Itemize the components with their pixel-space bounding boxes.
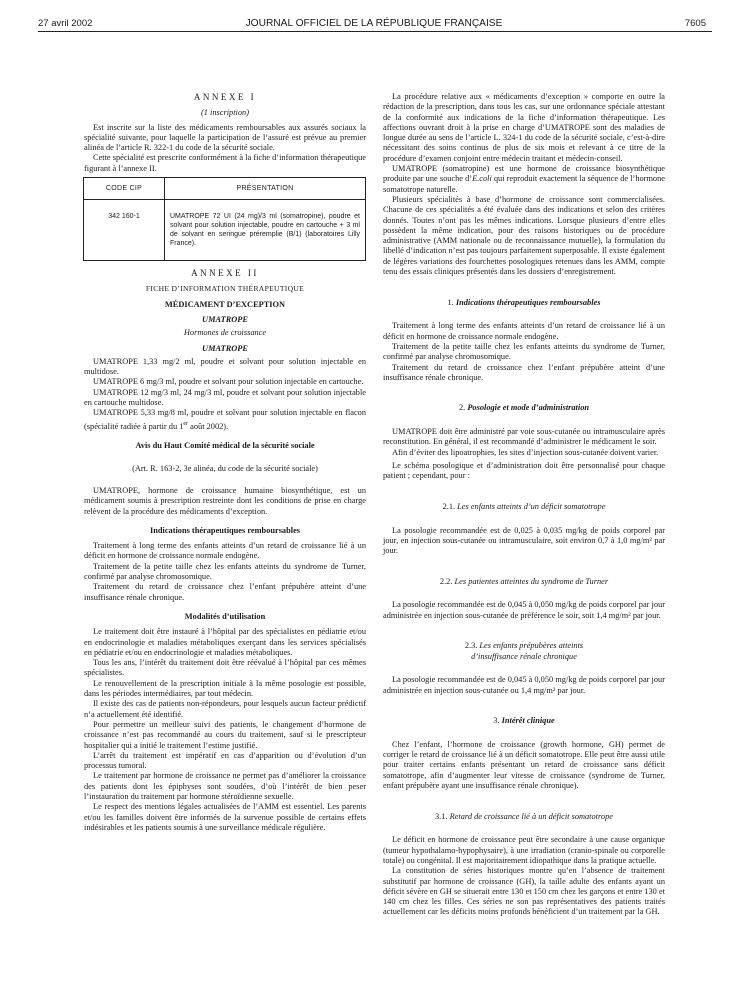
indications-title: Indications thérapeutiques remboursables [149,525,301,535]
table-cell-presentation: UMATROPE 72 UI (24 mg)/3 ml (somatropine), poudre et solvant pour solution injectable, poudre en cartouche + 3 ml de solvant en seringue préremplie (B/1) (laboratoires Lilly France). [165,200,366,261]
indication-item: Traitement de la petite taille chez les enfants atteints du syndrome de Turner, confirmé par analyse chromosomique. [84,561,366,582]
indication-item: Traitement à long terme des enfants atteints d’un retard de croissance lié à un déficit en hormone de croissance normale endogène. [84,541,366,561]
annexe-1-title: ANNEXE I [193,92,257,102]
section-3-1-paragraph: La constitution de séries historiques montre qu’en l’absence de traitement substitutif par hormone de croissance (GH), la taille adulte des enfants ayant un déficit sévère en GH se situerait entre 130 et 150 cm chez les garçons et entre 130 et 140 cm chez les filles. Ces séries ne son pas représentatives des patients traités actuellement car les déficits moins profonds bénéficient d’un traitement par la GH. [383,866,665,917]
header-date: 27 avril 2002 [38,18,93,29]
right-column [383,92,665,918]
page-header [0,0,748,30]
section-2-1-heading: 2.1. Les enfants atteints d’un déficit somatotrope [442,501,606,511]
specialites-paragraph: Plusieurs spécialités à base d’hormone de croissance sont commercialisées. Chacune de ces spécialités a été évaluée dans des indications et selon des critères donnés. Toutes n’ont pas les mêmes indications. Lorsque plusieurs d’entre elles possèdent la même indication, pour des raisons historiques ou de procédure administrative (AMM nationale ou de reconnaissance mutuelle), la formulation du libellé d’indication n’est pas toujours parfaitement superposable. Il existe également de légères variations des fourchettes posologiques retenues dans les AMM, compte tenu des essais cliniques présentés dans les dossiers d’enregistrement. [383,194,665,277]
section-2-2-heading: 2.2. Les patientes atteintes du syndrome de Turner [439,576,609,586]
avis-paragraph: UMATROPE, hormone de croissance humaine biosynthétique, est un médicament soumis à prescription restreinte dont les conditions de prise en charge relèvent de la procédure des médicaments d’exception. [84,486,366,516]
modalites-paragraph: Le traitement doit être instauré à l’hôpital par des spécialistes en pédiatrie et/ou en endocrinologie et maladies métaboliques exerçant dans les services spécialisés en pédiatrie et/ou en endocrinologie et maladies métaboliques. [84,627,366,657]
section-2-heading: 2. Posologie et mode d’administration [458,403,590,413]
header-journal-title: JOURNAL OFFICIEL DE LA RÉPUBLIQUE FRANÇAISE [245,18,503,29]
section-1-paragraph: Traitement à long terme des enfants atteints d’un retard de croissance lié à un déficit en hormone de croissance normale endogène. [383,321,665,341]
section-2-1-paragraph: La posologie recommandée est de 0,025 à 0,035 mg/kg de poids corporel par jour, en injection sous-cutanée ou intramusculaire, soit environ 0,7 à 1,0 mg/m² par jour. [383,525,665,556]
annexe-1-subtitle: (1 inscription) [201,108,249,118]
modalites-paragraph: Pour permettre un meilleur suivi des patients, le changement d’hormone de croissance n’est pas recommandé au cours du traitement, sauf si le prescripteur hospitalier qui a initié le traitement l’estime justifié. [84,719,366,750]
section-2-3-heading: 2.3. Les enfants prépubères atteints d’insuffisance rénale chronique [464,641,584,661]
medicament-exception-title: MÉDICAMENT D’EXCEPTION [164,299,286,309]
annexe-1-paragraph: Est inscrite sur la liste des médicaments remboursables aux assurés sociaux la spécialité suivante, pour laquelle la participation de l’assuré est prévue au premier alinéa de l’article R. 322-1 du code de la sécurité sociale. [84,122,366,153]
section-2-2-paragraph: La posologie recommandée est de 0,045 à 0,050 mg/kg de poids corporel par jour administrée en injection sous-cutanée de préférence le soir, soit 1,4 mg/m² par jour. [383,600,665,620]
procedure-paragraph: La procédure relative aux « médicaments d’exception » comporte en outre la rédaction de la prescription, dans tous les cas, sur une ordonnance spéciale attestant de la conformité aux indications de la fiche d’information thérapeutique. Les affections ouvrant droit à la prise en charge d’UMATROPE sont des maladies de longue durée au sens de l’article L. 324-1 du code de la sécurité sociale, c’est-à-dire nécessitant des soins continus de plus de six mois et relevant à ce titre de la procédure d’examen conjoint entre médecin traitant et médecin-conseil. [383,92,665,163]
modalites-paragraph: Le traitement par hormone de croissance ne permet pas d’améliorer la croissance des patients dont les épiphyses sont soudées, d’où l’intérêt de bien peser l’instauration du traitement par hormone stéroïdienne sexuelle. [84,771,366,802]
avis-reference: (Art. R. 163-2, 3e alinéa, du code de la sécurité sociale) [132,464,318,474]
annexe-2-title: ANNEXE II [191,268,259,279]
section-3-paragraph: Chez l’enfant, l’hormone de croissance (growth hormone, GH) permet de corriger le retard de croissance lié à un déficit somatotrope. Elle peut être aussi utile pour traiter certains enfants présentant un retard de croissance sans déficit somatotrope, afin d’augmenter leur vitesse de croissance (syndrome de Turner, enfant prépubère ayant une insuffisance rénale chronique). [383,739,665,791]
section-3-1-heading: 3.1. Retard de croissance lié à un déficit somatotrope [435,811,613,821]
header-rule [38,31,712,32]
table-row [84,200,366,261]
fiche-title: FICHE D’INFORMATION THÉRAPEUTIQUE [145,284,305,294]
presentation-table [83,177,366,261]
left-column [84,92,366,833]
annexe-1-paragraph: Cette spécialité est prescrite conformément à la fiche d’information thérapeutique figurant à l’annexe II. [84,153,366,173]
presentation-item: UMATROPE 1,33 mg/2 ml, poudre et solvant pour solution injectable en multidose. [84,356,366,377]
section-1-paragraph: Traitement du retard de croissance chez l’enfant prépubère atteint d’une insuffisance rénale chronique. [383,362,665,382]
indication-item: Traitement du retard de croissance chez l’enfant prépubère atteint d’une insuffisance rénale chronique. [84,582,366,602]
section-2-paragraph: UMATROPE doit être administré par voie sous-cutanée ou intramusculaire après reconstitution. En général, il est recommandé d’administrer le médicament le soir. [383,427,665,447]
section-3-heading: 3. Intérêt clinique [493,716,555,726]
presentation-item: UMATROPE 12 mg/3 ml, 24 mg/3 ml, poudre et solvant pour solution injectable en cartouche multidose. [84,387,366,408]
somatropine-paragraph: UMATROPE (somatropine) est une hormone de croissance biosynthétique produite par une souche d’E.coli qui reproduit exactement la séquence de l’hormone somatotrope naturelle. [383,164,665,194]
presentation-item: UMATROPE 6 mg/3 ml, poudre et solvant pour solution injectable en cartouche. [93,377,364,387]
presentation-item: UMATROPE 5,33 mg/8 ml, poudre et solvant pour solution injectable en flacon (spécialité radiée à partir du 1er août 2002). [84,408,366,431]
section-1-heading: 1. Indications thérapeutiques remboursables [447,297,601,307]
table-cell-code: 342 160-1 [84,200,165,261]
header-page-number: 7605 [684,18,706,29]
drug-name-heading: UMATROPE [202,314,248,324]
section-2-paragraph: Le schéma posologique et d’administration doit être personnalisé pour chaque patient ; cependant, pour : [383,460,665,481]
drug-name-heading: UMATROPE [202,343,248,353]
modalites-paragraph: Le renouvellement de la prescription initiale à la même posologie est possible, dans les périodes intermédiaires, par tout médecin. [84,678,366,699]
modalites-paragraph: Tous les ans, l’intérêt du traitement doit être réévalué à l’hôpital par ces mêmes spécialistes. [84,658,366,678]
section-3-1-paragraph: Le déficit en hormone de croissance peut être secondaire à une cause organique (tumeur hypothalamo-hypophysaire), à une irradiation (cranio-spinale ou corporelle totale) ou congénital. Il est majoritairement idiopathique dans la pratique actuelle. [383,835,665,865]
section-1-paragraph: Traitement de la petite taille chez les enfants atteints du syndrome de Turner, confirmé par analyse chromosomique. [383,341,665,362]
table-header-code-cip: CODE CIP [84,178,165,200]
drug-class-heading: Hormones de croissance [183,328,267,338]
avis-title: Avis du Haut Comité médical de la sécurité sociale [135,440,315,450]
table-header-presentation: PRÉSENTATION [165,178,366,200]
modalites-title: Modalités d’utilisation [184,611,266,621]
modalites-paragraph: Le respect des mentions légales actualisées de l’AMM est essentiel. Les parents et/ou les familles doivent être informés de la survenue possible de certains effets indésirables et les patients soumis à une surveillance médicale régulière. [84,802,366,832]
modalites-paragraph: Il existe des cas de patients non-répondeurs, pour lesquels aucun facteur prédictif n’a actuellement été identifié. [84,699,366,719]
section-2-paragraph: Afin d’éviter des lipoatrophies, les sites d’injection sous-cutanée doivent varier. [392,447,659,457]
section-2-3-paragraph: La posologie recommandée est de 0,045 à 0,050 mg/kg de poids corporel par jour administrée en injection sous-cutanée ou 1,4 mg/m² par jour. [383,675,665,695]
modalites-paragraph: L’arrêt du traitement est impératif en cas d’apparition ou d’évolution d’un processus tumoral. [84,750,366,771]
